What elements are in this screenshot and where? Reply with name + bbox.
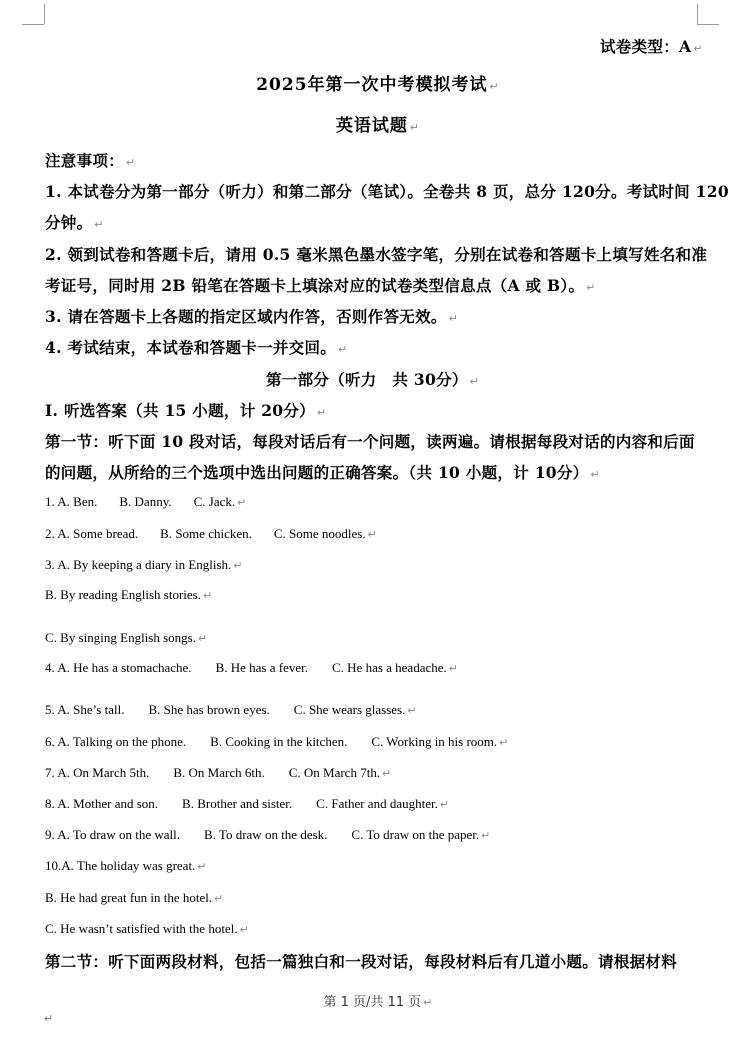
option-b: B. To draw on the desk. [203, 827, 328, 842]
question-10-option-c [45, 921, 249, 937]
subject-title [0, 111, 756, 136]
question-7 [45, 765, 391, 781]
option-a: 8. A. Mother and son. [45, 796, 159, 811]
notice-item [45, 336, 348, 358]
notice-item-text: 分钟。 [45, 213, 93, 232]
paragraph-mark-icon: ↵ [489, 81, 500, 93]
question-3-option-c [45, 630, 207, 646]
option-a: 1. A. Ben. [45, 494, 98, 509]
option-b: B. Danny. [119, 494, 172, 509]
option-c: C. Some noodles. [273, 526, 366, 541]
notice-item-text: 1. 本试卷分为第一部分（听力）和第二部分（笔试）。全卷共 8 页，总分 120分。考试时间 120 [45, 182, 729, 201]
part-one-heading-text: 第一部分（听力 共 30分） [266, 370, 468, 389]
paragraph-mark-icon: ↵ [448, 313, 459, 325]
option-a: 7. A. On March 5th. [45, 765, 150, 780]
option-c: C. Jack. [193, 494, 236, 509]
paragraph-mark-icon: ↵ [586, 282, 596, 294]
crop-mark-top-left-vertical [44, 4, 45, 24]
paragraph-mark-icon: ↵ [237, 497, 247, 509]
paragraph-mark-icon: ↵ [316, 407, 327, 419]
notice-item [45, 180, 729, 202]
exam-title-text: 2025年第一次中考模拟考试 [256, 75, 488, 95]
notice-item-text: 4. 考试结束，本试卷和答题卡一并交回。 [45, 338, 337, 357]
crop-mark-top-left [22, 24, 44, 25]
paper-type [600, 35, 703, 57]
paragraph-mark-icon: ↵ [367, 529, 377, 541]
paragraph-mark-icon: ↵ [499, 737, 509, 749]
option-c: C. Working in his room. [371, 734, 498, 749]
paragraph-mark-icon: ↵ [203, 590, 213, 602]
question-8 [45, 796, 449, 812]
question-9 [45, 827, 490, 843]
paragraph-mark-icon: ↵ [197, 633, 208, 645]
paragraph-mark-icon: ↵ [126, 157, 136, 169]
option-b: B. Cooking in the kitchen. [210, 734, 348, 749]
section-I-heading [45, 399, 327, 421]
crop-mark-top-right-vertical [697, 4, 698, 24]
option-b: B. He has a fever. [215, 660, 308, 675]
paragraph-mark-icon: ↵ [693, 43, 703, 55]
option-b: B. On March 6th. [173, 765, 265, 780]
crop-mark-top-right [697, 24, 719, 25]
notice-item [45, 274, 596, 296]
section-2-intro-text: 第二节：听下面两段材料，包括一篇独白和一段对话，每段材料后有几道小题。请根据材料 [45, 952, 678, 971]
section-1-intro [45, 461, 600, 483]
paragraph-mark-icon: ↵ [590, 469, 601, 481]
paragraph-mark-icon: ↵ [409, 122, 421, 134]
option-text: B. By reading English stories. [45, 587, 201, 602]
question-10-option-a [45, 858, 207, 874]
paragraph-mark-icon: ↵ [44, 1013, 54, 1025]
paragraph-mark-icon: ↵ [382, 768, 392, 780]
paragraph-mark-icon: ↵ [197, 861, 207, 873]
question-2 [45, 526, 377, 542]
notice-item-text: 考证号，同时用 2B 铅笔在答题卡上填涂对应的试卷类型信息点（A 或 B）。 [45, 276, 585, 295]
option-text: 3. A. By keeping a diary in English. [45, 557, 232, 572]
paragraph-mark-icon: ↵ [214, 893, 224, 905]
paragraph-mark-icon: ↵ [233, 560, 243, 572]
paragraph-mark-icon: ↵ [239, 924, 249, 936]
section-1-intro-text: 的问题，从所给的三个选项中选出问题的正确答案。（共 10 小题，计 10分） [45, 463, 589, 482]
section-I-heading-text: Ⅰ. 听选答案（共 15 小题，计 20分） [45, 401, 315, 420]
option-a: 9. A. To draw on the wall. [45, 827, 180, 842]
option-a: 4. A. He has a stomachache. [45, 660, 192, 675]
question-10-option-b [45, 890, 223, 906]
exam-title [0, 70, 756, 95]
page-footer [0, 991, 756, 1010]
paragraph-mark-icon: ↵ [481, 830, 491, 842]
notice-item [45, 211, 104, 233]
option-text: B. He had great fun in the hotel. [45, 890, 213, 905]
section-2-intro [45, 950, 677, 972]
section-1-intro-text: 第一节：听下面 10 段对话，每段对话后有一个问题，读两遍。请根据每段对话的内容和后面 [45, 432, 695, 451]
paragraph-mark-icon: ↵ [469, 376, 480, 388]
question-6 [45, 734, 508, 750]
notice-item-text: 2. 领到试卷和答题卡后，请用 0.5 毫米黑色墨水签字笔，分别在试卷和答题卡上填写姓名和准 [45, 245, 708, 264]
paragraph-mark-icon: ↵ [448, 663, 458, 675]
question-1 [45, 494, 246, 510]
notice-item-text: 3. 请在答题卡上各题的指定区域内作答，否则作答无效。 [45, 307, 447, 326]
option-c: C. Father and daughter. [316, 796, 438, 811]
subject-title-text: 英语试题 [335, 116, 408, 136]
paper-type-text: 试卷类型：A [600, 37, 692, 56]
section-1-intro [45, 430, 695, 452]
option-a: 6. A. Talking on the phone. [45, 734, 187, 749]
paragraph-mark-icon: ↵ [439, 799, 450, 811]
option-b: B. Some chicken. [160, 526, 252, 541]
option-c: C. On March 7th. [288, 765, 381, 780]
option-text: C. He wasn’t satisfied with the hotel. [45, 921, 238, 936]
paragraph-mark-icon: ↵ [407, 705, 417, 717]
page-number: 第 1 页/共 11 页 [323, 995, 422, 1010]
notice-heading [45, 149, 136, 171]
notice-item [45, 305, 458, 327]
option-b: B. She has brown eyes. [148, 702, 270, 717]
option-b: B. Brother and sister. [182, 796, 293, 811]
notice-heading-text: 注意事项： [45, 151, 125, 170]
option-c: C. To draw on the paper. [351, 827, 480, 842]
option-a: 2. A. Some bread. [45, 526, 139, 541]
paragraph-mark-icon: ↵ [94, 219, 104, 231]
question-3-option-a [45, 557, 243, 573]
option-a: 5. A. She’s tall. [45, 702, 125, 717]
paragraph-mark-icon: ↵ [423, 997, 433, 1009]
question-4 [45, 660, 458, 676]
option-text: 10.A. The holiday was great. [45, 858, 196, 873]
option-c: C. She wears glasses. [293, 702, 406, 717]
question-5 [45, 702, 417, 718]
option-text: C. By singing English songs. [45, 630, 196, 645]
notice-item [45, 243, 707, 265]
paragraph-mark-icon: ↵ [338, 344, 348, 356]
option-c: C. He has a headache. [331, 660, 447, 675]
question-3-option-b [45, 587, 212, 603]
part-one-heading [266, 368, 479, 390]
